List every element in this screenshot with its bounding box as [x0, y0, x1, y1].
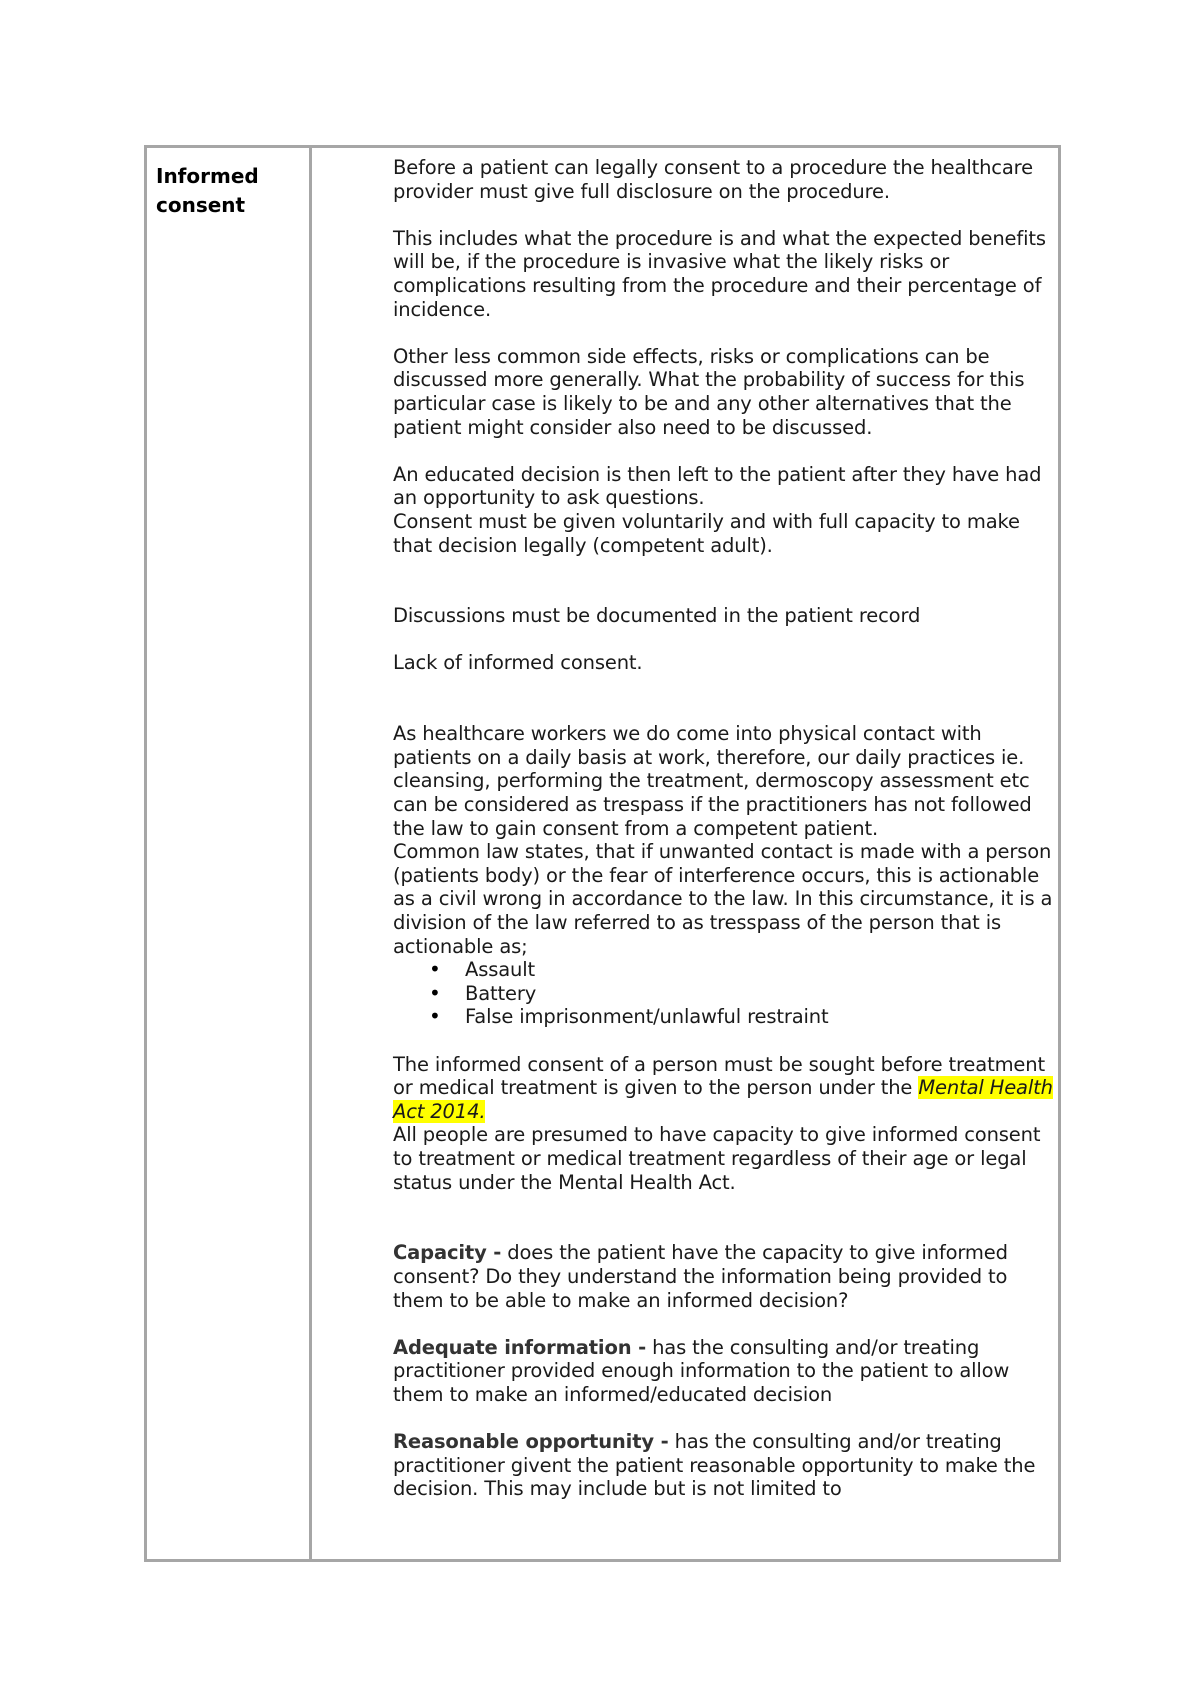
- list-item: • False imprisonment/unlawful restraint: [429, 1004, 829, 1029]
- paragraph-lack-of-consent: Lack of informed consent.: [393, 651, 643, 675]
- list-item: • Assault: [429, 957, 535, 982]
- paragraph-mental-health-act: The informed consent of a person must be sought before treatment or medical treatment is given to the person under the Mental Health Act 2014.: [393, 1052, 1053, 1123]
- adequate-information-label: Adequate information -: [393, 1335, 647, 1359]
- paragraph-physical-contact: As healthcare workers we do come into physical contact with patients on a daily basis at work, therefore, our daily practices ie. cleansing, performing the treatment, dermoscopy assessment etc can be considered as trespass if the practitioners has not followed the law to gain consent from a competent patient.: [393, 722, 1032, 840]
- paragraph-common-law: Common law states, that if unwanted contact is made with a person (patients body) or the fear of interference occurs, this is actionable as a civil wrong in accordance to the law. In this circumstance, it is a division of the law referred to as tresspass of the person that is actionable as;: [393, 840, 1053, 958]
- bullet-icon: •: [429, 1004, 441, 1029]
- paragraph-educated-decision: An educated decision is then left to the patient after they have had an opportunity to ask questions.: [393, 462, 1042, 510]
- bullet-icon: •: [429, 957, 441, 982]
- paragraph-reasonable-opportunity: Reasonable opportunity - has the consulting and/or treating practitioner givent the patient reasonable opportunity to make the decision. This may include but is not limited to: [393, 1430, 1036, 1501]
- term-heading: Informed consent: [156, 164, 259, 217]
- paragraph-side-effects: Other less common side effects, risks or complications can be discussed more generally. What the probability of success for this particular case is likely to be and any other alternatives that the patient might consider also need to be discussed.: [393, 344, 1025, 439]
- definition-cell: [312, 148, 1058, 1559]
- list-item: • Battery: [429, 980, 537, 1005]
- paragraph-procedure-details: This includes what the procedure is and what the expected benefits will be, if the procedure is invasive what the likely risks or complications resulting from the procedure and their percentage of incidence.: [393, 226, 1046, 321]
- paragraph-documentation: Discussions must be documented in the patient record: [393, 604, 921, 628]
- paragraph-voluntary-consent: Consent must be given voluntarily and with full capacity to make that decision legally (competent adult).: [393, 509, 1020, 557]
- capacity-label: Capacity -: [393, 1241, 502, 1265]
- trespass-list: [393, 958, 1054, 1029]
- paragraph-capacity: Capacity - does the patient have the capacity to give informed consent? Do they understand the information being provided to them to be able to make an informed decision?: [393, 1241, 1008, 1312]
- term-cell: [147, 148, 312, 1559]
- reasonable-opportunity-label: Reasonable opportunity -: [393, 1430, 669, 1454]
- paragraph-adequate-information: Adequate information - has the consulting and/or treating practitioner provided enough information to the patient to allow them to make an informed/educated decision: [393, 1335, 1010, 1406]
- highlighted-act-name: Mental Health Act 2014.: [393, 1076, 1053, 1123]
- bullet-icon: •: [429, 980, 441, 1005]
- paragraph-presumed-capacity: All people are presumed to have capacity to give informed consent to treatment or medical treatment regardless of their age or legal status under the Mental Health Act.: [393, 1123, 1041, 1194]
- document-table: [144, 145, 1061, 1562]
- paragraph-disclosure: Before a patient can legally consent to a procedure the healthcare provider must give full disclosure on the procedure.: [393, 156, 1033, 203]
